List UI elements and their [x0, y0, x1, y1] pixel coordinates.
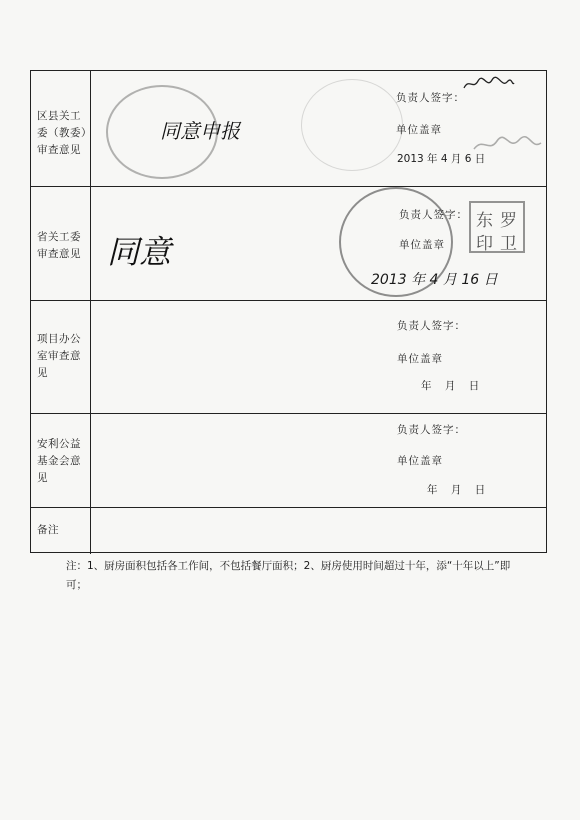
row-remarks	[31, 508, 546, 554]
handwritten-signature	[461, 74, 516, 94]
seal-label: 单位盖章	[397, 455, 443, 467]
handwritten-opinion: 同意	[107, 233, 172, 271]
name-seal	[469, 201, 525, 253]
review-date: 2013 年 4 月 6 日	[397, 153, 486, 165]
review-form-table	[30, 70, 547, 553]
seal-label: 单位盖章	[397, 353, 443, 365]
row-foundation-review	[31, 414, 546, 508]
label-cell	[31, 508, 91, 554]
review-date: 2013 年 4 月 16 日	[371, 272, 498, 288]
signature-label: 负责人签字：	[396, 92, 465, 104]
seal-label: 单位盖章	[396, 124, 442, 136]
review-date: 年 月 日	[427, 484, 486, 496]
row-county-review	[31, 71, 546, 187]
name-seal-char: 卫	[500, 234, 517, 254]
official-seal-faded	[301, 79, 403, 171]
label-cell	[31, 71, 91, 186]
row-label: 区县关工委（教委）审查意见	[37, 110, 87, 156]
signature-scribble	[471, 133, 546, 157]
label-cell	[31, 414, 91, 507]
label-cell	[31, 301, 91, 413]
row-label: 省关工委审查意见	[37, 231, 81, 260]
label-cell	[31, 187, 91, 300]
row-label: 项目办公室审查意见	[37, 333, 81, 379]
footnote: 注：1、厨房面积包括各工作间，不包括餐厅面积；2、厨房使用时间超过十年，添“十年以上”即可；	[66, 560, 511, 591]
signature-label: 负责人签字：	[397, 424, 466, 436]
row-label: 备注	[37, 524, 59, 536]
name-seal-char: 东	[476, 211, 493, 231]
signature-label: 负责人签字：	[397, 320, 466, 332]
review-date: 年 月 日	[421, 380, 480, 392]
row-project-office-review	[31, 301, 546, 414]
handwritten-opinion: 同意申报	[160, 119, 240, 143]
signature-label: 负责人签字：	[399, 209, 468, 221]
name-seal-char: 印	[476, 234, 493, 254]
row-province-review	[31, 187, 546, 301]
seal-label: 单位盖章	[399, 239, 445, 251]
name-seal-char: 罗	[500, 211, 517, 231]
row-label: 安利公益基金会意见	[37, 438, 81, 484]
